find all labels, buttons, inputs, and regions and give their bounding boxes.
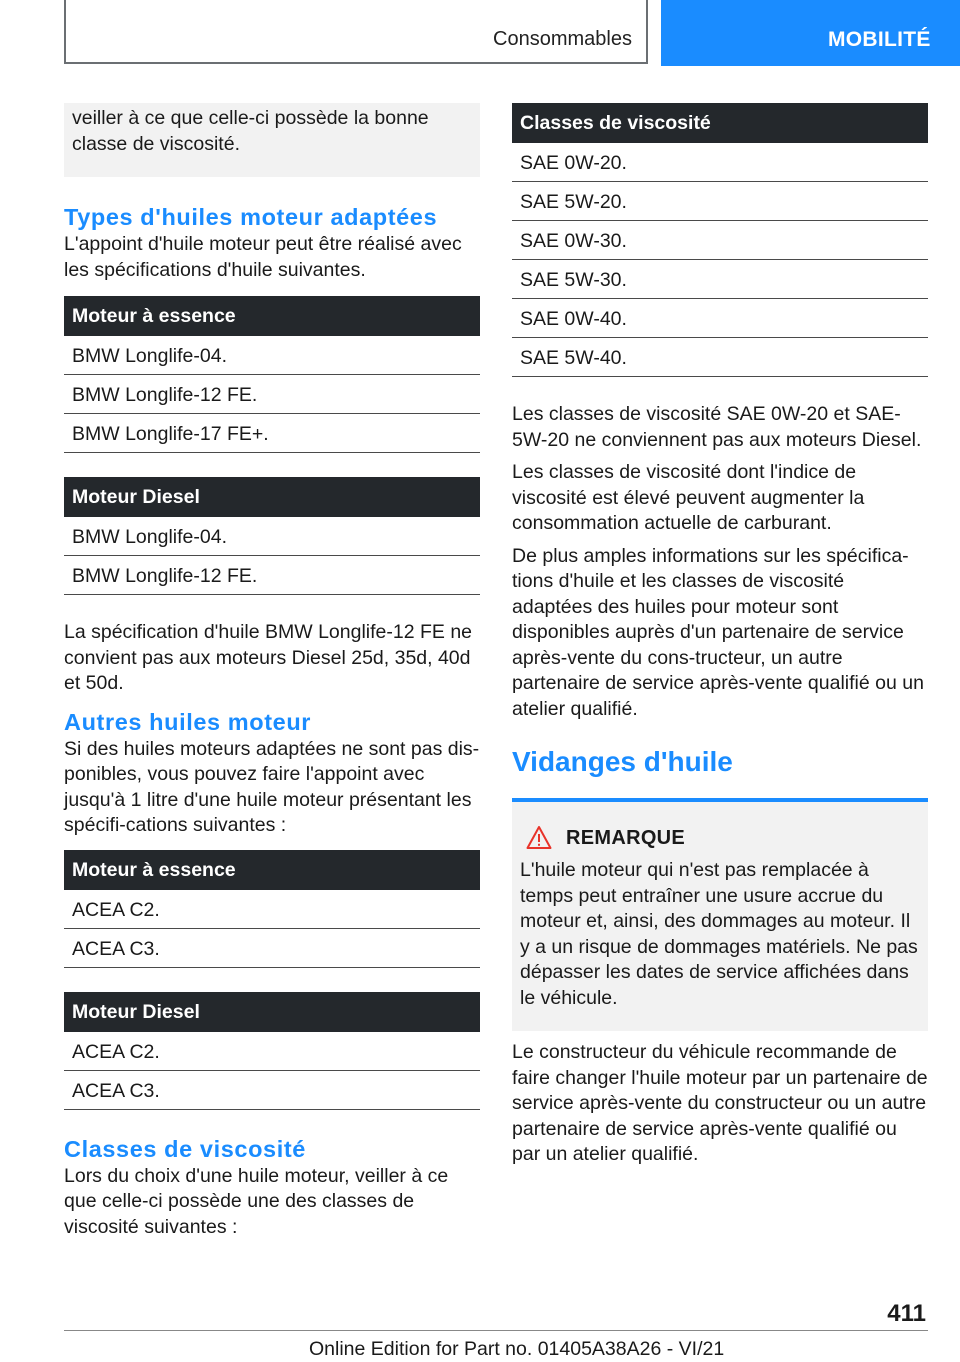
table-row: SAE 5W-20. <box>512 182 928 221</box>
table-row: SAE 0W-30. <box>512 221 928 260</box>
oil-change-heading: Vidanges d'huile <box>512 746 733 777</box>
table-row: SAE 5W-40. <box>512 338 928 377</box>
other-diesel-table <box>64 992 480 1110</box>
viscosity-diesel-note: Les classes de viscosité SAE 0W-20 et SAE-5W-20 ne conviennent pas aux moteurs Diesel. <box>512 403 922 451</box>
table-header: Moteur Diesel <box>64 477 480 517</box>
table-row: ACEA C3. <box>64 929 480 968</box>
table-row: SAE 5W-30. <box>512 260 928 299</box>
table-row: BMW Longlife-04. <box>64 517 480 556</box>
types-text: L'appoint d'huile moteur peut être réalisé avec les spécifications d'huile suivantes. <box>64 233 462 281</box>
section-tab <box>64 0 648 64</box>
page-header <box>0 0 960 66</box>
right-column <box>512 103 928 1168</box>
table-row: BMW Longlife-17 FE+. <box>64 414 480 453</box>
types-note: La spécification d'huile BMW Longlife-12 FE ne convient pas aux moteurs Diesel 25d, 35d, 40d et 50d. <box>64 621 473 694</box>
warning-label: REMARQUE <box>566 826 686 849</box>
table-row: ACEA C3. <box>64 1071 480 1110</box>
intro-text: veiller à ce que celle-ci possède la bonne classe de viscosité. <box>72 107 429 155</box>
other-oils-heading: Autres huiles moteur <box>64 708 312 735</box>
other-petrol-table <box>64 850 480 968</box>
types-heading: Types d'huiles moteur adaptées <box>64 204 438 230</box>
chapter-tab <box>661 0 960 66</box>
chapter-title: MOBILITÉ <box>828 28 931 51</box>
warning-triangle-icon <box>526 825 552 851</box>
table-row: ACEA C2. <box>64 1032 480 1071</box>
viscosity-info-note: De plus amples informations sur les spécifica-tions d'huile et les classes de viscosité adaptées des huiles pour moteur sont disponibles auprès d'un partenaire de service après-vente du cons-tructeur, un autre partenaire de service après-vente qualifié ou un atelier qualifié. <box>512 544 924 720</box>
page-number: 411 <box>887 1300 926 1327</box>
other-oils-text: Si des huiles moteurs adaptées ne sont pas dis-ponibles, vous pouvez faire l'appoint avec jusqu'à 1 litre d'une huile moteur présentant les spécifi-cations suivantes : <box>64 737 480 836</box>
table-header: Moteur à essence <box>64 850 480 890</box>
viscosity-consumption-note: Les classes de viscosité dont l'indice de viscosité est élevé peuvent augmenter la consommation actuelle de carburant. <box>512 461 865 534</box>
footer-edition: Online Edition for Part no. 01405A38A26 - VI/21 <box>309 1338 725 1360</box>
oil-change-text: Le constructeur du véhicule recommande de faire changer l'huile moteur par un partenaire de service après-vente du constructeur ou un autre partenaire de service après-vente qualifié ou par un atelier qualifié. <box>512 1041 928 1165</box>
left-column <box>64 103 480 1240</box>
table-header: Moteur à essence <box>64 296 480 336</box>
table-row: BMW Longlife-12 FE. <box>64 375 480 414</box>
viscosity-text: Lors du choix d'une huile moteur, veiller à ce que celle-ci possède une des classes de viscosité suivantes : <box>64 1164 449 1238</box>
footer-divider <box>64 1330 928 1331</box>
table-row: BMW Longlife-04. <box>64 336 480 375</box>
table-header: Classes de viscosité <box>512 103 928 143</box>
table-header: Moteur Diesel <box>64 992 480 1032</box>
types-petrol-table <box>64 296 480 453</box>
types-diesel-table <box>64 477 480 595</box>
table-row: SAE 0W-40. <box>512 299 928 338</box>
warning-text: L'huile moteur qui n'est pas remplacée à temps peut entraîner une usure accrue du moteur et, ainsi, des dommages au moteur. Il y a un risque de dommages matériels. Ne pas dépasser les dates de service affichées dans le véhicule. <box>520 859 918 1009</box>
warning-box <box>512 798 928 1031</box>
table-row: ACEA C2. <box>64 890 480 929</box>
viscosity-heading: Classes de viscosité <box>64 1135 306 1162</box>
table-row: SAE 0W-20. <box>512 143 928 182</box>
intro-box <box>64 103 480 177</box>
table-row: BMW Longlife-12 FE. <box>64 556 480 595</box>
viscosity-table <box>512 103 928 377</box>
section-title: Consommables <box>493 28 632 50</box>
warning-title <box>520 822 920 854</box>
